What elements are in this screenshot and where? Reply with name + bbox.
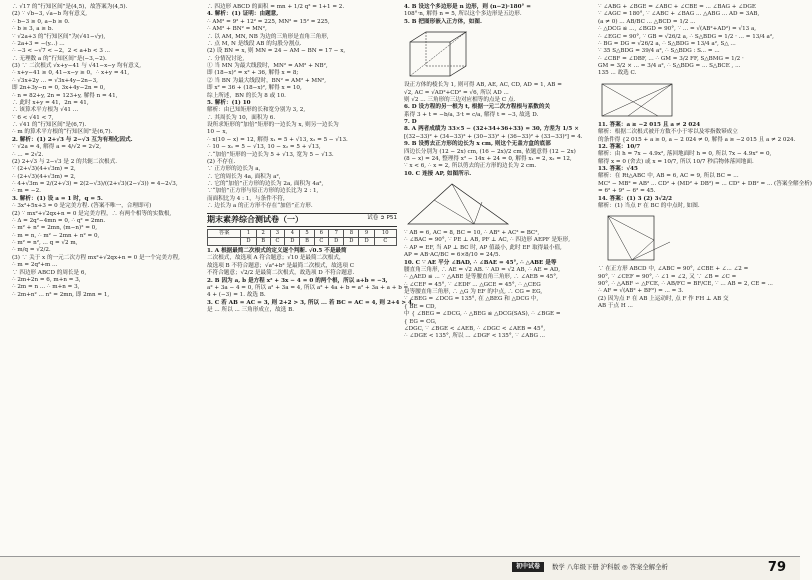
text-line: 2. B 因为 a, b 是方程 x² + 3x − 4 = 0 的两个根，所以 a+b = −3, bbox=[207, 277, 388, 284]
text-line: 90°, ∵ ∠CEF = 90°, ∴ ∠1 = ∠2, 又 ∵ ∠B = ∠C = bbox=[598, 273, 737, 280]
text-line: ∴ ∠BAC = 90°, ∵ PE ⊥ AB, PF ⊥ AC, ∴ 四边形 AEPF 是矩形, bbox=[404, 237, 571, 244]
section-header bbox=[207, 213, 397, 228]
answer-cell: 10 bbox=[374, 230, 396, 238]
text-line: ∵ AB = 6, AC = 8, BC = 10, ∴ AB² + AC² = BC², bbox=[404, 230, 540, 236]
text-line: 5. B 把图形嵌入正方体，如图. bbox=[404, 18, 482, 25]
answer-cell: 2 bbox=[256, 230, 270, 238]
text-line: ∴ 2m = n ... ∴ m+n = 3, bbox=[12, 284, 80, 291]
text-line: 4. B 设这个多边形是 n 边形，则 (n−2)·180° = bbox=[404, 4, 531, 10]
answer-cell: 答案 bbox=[208, 230, 241, 238]
section-title: 期末素养综合测试卷（一） bbox=[207, 214, 303, 224]
cube-figure bbox=[404, 28, 594, 80]
text-line: 12. 答案：10/7 bbox=[598, 143, 641, 150]
text-line: ∴ AP = EF, 当 AP ⊥ BC 时, AP 值最小, 此时 EF 取得最小值, bbox=[404, 244, 562, 251]
text-line: ② 当 BN 为最大线段时，BN² = AM² + MN², bbox=[207, 77, 327, 84]
text-line: GM = 3/2 × ... = 3/4 a², ∴ S△BDG = ... S△BCE , ... bbox=[598, 63, 741, 69]
answer-cell: 1 bbox=[241, 230, 256, 238]
text-line: ∴ m² = n², ... q = √2 m, bbox=[12, 240, 78, 246]
column-3 bbox=[404, 4, 594, 554]
answer-cell: 7 bbox=[329, 230, 344, 238]
text-line: ∴ (2+√3)(4+√3m) = 2, bbox=[12, 173, 76, 180]
text-line: ∵ ∠BEG = ∠DCG = 135°, 在 △BEG 和 △DCG 中, bbox=[404, 296, 539, 303]
text-line: ∴ m = n, ∴ m² − 2mn + n² = 0, bbox=[12, 232, 100, 239]
text-line: 解析：由 h = 7x − 4.9x², 落回地面时 h = 0, 所以 7x − 4.9x² = 0, bbox=[598, 151, 772, 158]
page-footer bbox=[0, 556, 800, 580]
text-line: 中 { ∠BEG = ∠DCG, ∴ △BEG ≌ △DCG(SAS), ∴ ∠BGE = bbox=[404, 311, 561, 318]
text-line: ∴ √17 的“行知区间”是(4,5)，故答案为(4,5). bbox=[12, 4, 128, 10]
text-line: 系得 3 + t = −b/a, 3·t = c/a, 解得 t = −3, 故选 D. bbox=[404, 111, 539, 118]
text-line: ∵ ∠AGC = 180°, ∵ ∠ABC + ∠BAG ... △ABG ... AD = 3AB, bbox=[598, 11, 760, 18]
text-line: ∴ 2m+n² ... n² = 2mn, 即 2mn = 1, bbox=[12, 291, 110, 298]
text-line: AB 于点 H ... bbox=[598, 303, 633, 310]
text-line: ∴ −3 < −√7 < −2，2 < a+b < 3 ... bbox=[12, 48, 111, 55]
answer-cell: D bbox=[359, 238, 374, 246]
text-line: 设所求矩形的“加倍”矩形的一边长为 x, 则另一边长为 bbox=[207, 122, 339, 128]
answer-cell: 9 bbox=[359, 230, 374, 238]
text-line: 解析：由已知矩形的长和宽分别为 3, 2, bbox=[207, 107, 306, 114]
text-line: ∴ √41 的“行知区间”是(6,7). bbox=[12, 122, 87, 128]
answer-cell: B bbox=[256, 238, 270, 246]
text-line: MC² − MB² = AB² ... CD² + (MD² + DB²) = ... CD² + DB² = ... (答案全解全析) bbox=[598, 180, 812, 187]
text-line: 的条件得 {2 015 + a ≥ 0, a − 2 024 ≠ 0, 解得 a ≥ −2 015 且 a ≠ 2 024. bbox=[598, 136, 796, 143]
column-4 bbox=[598, 4, 812, 554]
text-line: ∵ 35 S△BDG = 39/4 a², ∴ S△BDG : S... = ... bbox=[598, 48, 720, 55]
answer-table bbox=[207, 229, 397, 246]
text-line: ∴ 3x²+5x+3 = 0 是完美方程. (答案不唯一，合理即可) bbox=[12, 203, 152, 210]
text-line: ∴ √3x+2y ... = √3x+4y−2n−3, bbox=[12, 77, 98, 84]
text-line: 7. D bbox=[404, 119, 417, 125]
text-line: 108°·n, 解得 n = 5, 所以这个多边形是五边形. bbox=[404, 11, 522, 18]
text-line: a² + 3a − 4 = 0, 所以 a² + 3a = 4, 所以 a² + 4a + b = a² + 3a + a + b = bbox=[207, 284, 409, 291]
text-line: 1. A 根据最简二次根式的定义逐个判断. √0.5 不是最简 bbox=[207, 248, 347, 255]
text-line: ∴ ... = 2√2. bbox=[12, 151, 44, 158]
rectangle-figure bbox=[598, 80, 788, 120]
text-line: (3) ∵ 二次根式 √x+y−41 与 √41−x−y 均有意义, bbox=[12, 63, 142, 69]
text-line: 不符合题意；√2/2 是最简二次根式，故选项 D 不符合题意. bbox=[207, 270, 355, 277]
text-line: ∴ b ≥ 3, a ≥ b. bbox=[12, 26, 54, 33]
text-line: 解得 x = 0 (舍去) 或 x = 10/7, 所以 10/7 秒后物体落回地面. bbox=[598, 158, 754, 165]
text-line: ∴ 以 AM, MN, NB 为边的三角形是直角三角形, bbox=[207, 33, 329, 40]
page-number: 79 bbox=[767, 560, 786, 575]
text-line: ∴ 2m+2n = 6, m+n = 3, bbox=[12, 276, 81, 283]
text-line: 13. 答案：√45 bbox=[598, 166, 638, 172]
text-line: ∴ m 的算术平方根的“行知区间”是(6,7). bbox=[12, 129, 113, 136]
text-line: ∴ ∠CEF = 45°, ∵ ∠EDF ... △GCE = 45°, ∴ △CEG bbox=[404, 281, 541, 288]
text-line: ∵“加倍”正方形与原正方形的边长比为 2 : 1, bbox=[207, 188, 319, 195]
text-line: ∵ 6 < √41 < 7, bbox=[12, 114, 54, 121]
square-figure bbox=[598, 212, 788, 264]
text-line: 2. 解析：(1) 2+√3 与 2−√3 互为有理化因式. bbox=[12, 136, 133, 143]
text-line: 解析：根据二次根式被开方数不小于零以及零指数幂成立 bbox=[598, 129, 738, 136]
text-line: 4. 解析：(1) 证明：由题意, bbox=[207, 11, 279, 18]
text-line: 8. A 两者成绩为 33×5 − (32+34+36+33) = 30, 方差为 1/5 × bbox=[404, 126, 579, 133]
text-line: AP = AB·AC/BC = 6×8/10 = 24/5. bbox=[404, 252, 501, 259]
answer-cell: 4 bbox=[285, 230, 300, 238]
text-line: ∴ 它的“加倍”正方形的边长为 2a, 面积为 4a², bbox=[207, 181, 324, 187]
text-line: (2) 不存在. bbox=[207, 158, 236, 165]
answer-table-row-answers bbox=[208, 238, 397, 246]
text-line: 10 − x, bbox=[207, 129, 228, 136]
text-line: ∴ 分情况讨论, bbox=[207, 55, 245, 62]
answer-cell: 6 bbox=[314, 230, 329, 238]
footer-text: 数学 八年级下册 沪科版 ◎ 答案全解全析 bbox=[552, 563, 668, 571]
text-line: ∴ Δ = 2q²−4mn = 0, ∴ q² = 2mn. bbox=[12, 217, 106, 224]
text-line: 是等腰直角三角形, ∴ △G 为 EF 的中点, ∴ CG = EG, bbox=[404, 289, 543, 295]
text-line: 故选项 B 不符合题意；√a²+b² 是最简二次根式，故选项 C bbox=[207, 262, 355, 269]
text-line: ∴ ∠EGC = 90°, ∵ GB = √26/2 a, ∴ S△BDG = 1/2 · ... = 13/4 a², bbox=[598, 33, 774, 40]
answer-cell bbox=[208, 238, 241, 246]
text-line: 5. 解析：(1) 10 bbox=[207, 99, 251, 106]
text-line: √2, AC = √AD²+CD² = √6, 所以 AD ... bbox=[404, 89, 509, 96]
answer-cell: C bbox=[374, 238, 396, 246]
text-line: ∴ 它的周长为 4a, 面积为 a², bbox=[207, 173, 281, 180]
answer-cell: B bbox=[300, 238, 314, 246]
text-line: ∴ 10 − x₁ = 5 − √13, 10 − x₂ = 5 + √13, bbox=[207, 144, 321, 151]
text-line: ∴ 此时 x+y = 41，2n = 41, bbox=[12, 99, 89, 106]
answer-cell: 5 bbox=[300, 230, 314, 238]
text-line: (2) 因为点 F 在 AB 上运动时, 点 F 作 FH ⊥ AB 交 bbox=[598, 295, 729, 302]
text-line: ∴ △AED ≌ ... ∵ △ABE 是等腰直角三角形, ∴ ∠AEB = 45°, bbox=[404, 274, 558, 281]
answer-cell: D bbox=[285, 238, 300, 246]
text-line: ∴ 该算术平方根为 √41 ... bbox=[12, 107, 79, 114]
text-line: 3. 解析：(1) 设 a = 1 时，q = 5. bbox=[12, 195, 103, 202]
text-line: ∵ √2a+3 的“行知区间”为(√41−√y), bbox=[12, 33, 106, 40]
text-line: { EG = CG, bbox=[404, 318, 437, 325]
text-line: ∵ 正方形的边长为 a, bbox=[207, 166, 261, 173]
text-line: 135 ... 故选 C. bbox=[598, 70, 637, 77]
text-line: ∴ 4+√3m = 2/(2+√3) = 2(2−√3)/((2+√3)(2−√3)) = 4−2√3, bbox=[12, 181, 178, 187]
text-line: [(32−33)² + (34−33)² + (30−33)² + (36−33)² + (33−33)²] = 4. bbox=[404, 133, 583, 140]
text-line: 11. 答案：a ≥ −2 015 且 a ≠ 2 024 bbox=[598, 121, 701, 128]
triangle-figure bbox=[404, 180, 594, 228]
text-line: (3) ∵ 关于 x 的一元二次方程 mx²+√2qx+n = 0 是一个完美方程, bbox=[12, 254, 180, 261]
text-line: 即 2n+3y−n = 0, 3x+4y−2n = 0, bbox=[12, 85, 106, 92]
text-line: ∵ 四边形 ABCD 的周长是 6, bbox=[12, 269, 87, 276]
column-2-bottom-text bbox=[207, 248, 414, 314]
answer-cell: C bbox=[314, 238, 329, 246]
text-line: ∴ 四边形 ABCD 的面积 = mn + 1/2 q² = 1+1 = 2. bbox=[207, 4, 345, 10]
text-line: 二次根式，故选项 A 符合题意；√10 是最简二次根式， bbox=[207, 255, 345, 262]
text-line: ∠DGC, ∵ ∠BGE < ∠AEB, ∴ ∠DGC < ∠AEB = 45°, bbox=[404, 325, 546, 332]
column-2-top-text bbox=[207, 4, 397, 211]
text-line: ∴ ∠DGE < 135°, 所以 ... ∠DGF < 135°, ∵ ∠ABG ... bbox=[404, 333, 546, 340]
text-line: ∴ 其周长为 10，面积为 6. bbox=[207, 114, 276, 121]
text-line: 设正方体的棱长为 1, 则可得 AB, AE, AC, CD, AD = 1, AB = bbox=[404, 82, 562, 89]
text-line: 90°, ∴ △ABF ∽ △FCE, ∴ AB/FC = BF/CE, ∵ ... AB = 2, CE = ... bbox=[598, 281, 773, 287]
text-line: ∴ ∠CBF = ∠DBF, ... ∴ GM = 3/2 FF, S△BMG = 1/2 · bbox=[598, 55, 744, 62]
text-line: 而面积比为 4 : 1，与条件不符， bbox=[207, 195, 289, 202]
text-line: ∴ AM² + BN² = MN², bbox=[207, 26, 267, 33]
text-line: (a ≠ 0) ... AB/BC ... △BCD = 1/2 ... bbox=[598, 18, 696, 25]
text-line: 解析：在 Rt△ABC 中, AB = 6, AC = 9, 所以 BC = ... bbox=[598, 173, 739, 180]
answer-table-row-numbers bbox=[208, 230, 397, 238]
text-line: ① 当 MN 为最大线段时，MN² = AM² + NB², bbox=[207, 63, 328, 69]
text-line: ∴ m = −2. bbox=[12, 188, 41, 195]
text-line: 6. D 设方程的另一根为 t, 根据一元二次方程根与系数的关 bbox=[404, 104, 551, 111]
answer-cell: 8 bbox=[344, 230, 359, 238]
text-line: 10. C 连接 AP, 如图所示. bbox=[404, 170, 472, 177]
text-line: 则 √2 ... 三角形的三边对应相等的点是 C 点. bbox=[404, 96, 516, 103]
text-line: ∴ △DCG ≌ ..., ∠BGD = 90°, ∵ ... = √(AB²+AD²) = √13 a, bbox=[598, 26, 757, 33]
text-line: ∴ 无理数 a 的“行知区间”是(−3,−2). bbox=[12, 55, 107, 62]
text-line: ∴ x+y−41 ≥ 0, 41−x−y ≥ 0，∴ x+y = 41, bbox=[12, 70, 130, 77]
text-line: 即 (18−x)² = x² + 36, 解得 x = 8; bbox=[207, 70, 299, 77]
section-ref: 试卷 ➲ P51 bbox=[367, 214, 397, 221]
text-line: 即 x² = 36 + (18−x)², 解得 x = 10, bbox=[207, 85, 302, 92]
text-line: ∴ 点 M, N 是线段 AB 的勾股分割点. bbox=[207, 40, 302, 47]
text-line: (2) ∵ mx²+√2qx+n = 0 是完美方程，∴ 有两个相等的实数根, bbox=[12, 210, 172, 217]
text-line: ∴ m/q = √2/2. bbox=[12, 247, 51, 254]
text-line: { BE = CD, bbox=[404, 303, 437, 310]
text-line: (8 − x) = 24, 整理得 x² − 14x + 24 = 0, 解得 x₁ = 2, x₂ = 12, bbox=[404, 155, 572, 162]
column-3-top-text bbox=[404, 4, 594, 341]
text-line: ∵ x < 6, ∴ x = 2, 所以剪去的正方形的边长为 2 cm. bbox=[404, 163, 537, 170]
answer-cell: C bbox=[270, 238, 285, 246]
text-line: ∴ AF = √(AB² + BF²) = ... = 3. bbox=[598, 288, 684, 295]
text-line: ∴ b−3 ≥ 0, a−b ≥ 0. bbox=[12, 18, 70, 25]
text-line: 9. B 设剪去正方形的边长为 x cm, 则这个无盖方盒的底部 bbox=[404, 141, 551, 148]
text-line: (2) 2+√3 与 2−√3 是 2 的共轭二次根式. bbox=[12, 158, 118, 165]
text-line: ∴ m² + n² = 2mn, (m−n)² = 0, bbox=[12, 225, 98, 232]
text-line: 腰直角三角形, ∴ AE = √2 AB. ∵ AD = √2 AB, ∴ AE = AD, bbox=[404, 266, 560, 273]
text-line: ∴ n = 82+y, 2n = 123+y, 解得 n = 41, bbox=[12, 92, 118, 99]
text-line: = 6² + 9² − 6² = 45. bbox=[598, 188, 656, 195]
text-line: 解析：(1) 当点 F 在 BC 的中点时, 如图. bbox=[598, 202, 700, 209]
text-line: ∴ m = 2q²+m ... bbox=[12, 262, 58, 269]
answer-cell: D bbox=[329, 238, 344, 246]
text-line: ∵ ∠ABG + ∠BGE = ∠ABC + ∠CBE = ... ∠BAG + ∠DGE bbox=[598, 4, 756, 10]
text-line: ∴ x(10 − x) = 12, 解得 x₁ = 5 + √13, x₂ = 5 − √13. bbox=[207, 136, 348, 143]
text-line: 3. C 若 AB = AC = 3, 则 2+2 > 3, 所以 ... 若 BC = AC = 4, 则 2+4 > 4, bbox=[207, 299, 414, 306]
answer-cell: D bbox=[241, 238, 256, 246]
text-line: ∴ AM² = 9² + 12² = 225, MN² = 15² = 225, bbox=[207, 18, 330, 25]
text-line: (2) ∵ √b−3, √a−b 均有意义, bbox=[12, 11, 88, 18]
text-line: 4 + (−3) = 1. 故选 B. bbox=[207, 292, 266, 299]
text-line: ∵ (2+√3)(4+√3m) = 2, bbox=[12, 166, 76, 173]
answer-cell: 3 bbox=[270, 230, 285, 238]
text-line: ∴ 边长为 a 的正方形不存在“加倍”正方形. bbox=[207, 203, 313, 210]
text-line: ∴ BG = DG = √26/2 a, ∴ S△BDG = 13/4 a², S△ ... bbox=[598, 40, 736, 47]
text-line: ∴“加倍”矩形的一边长为 5 + √13, 宽为 5 − √13. bbox=[207, 151, 334, 158]
text-line: 四边长分别为 (12 − 2x) cm, (16 − 2x)/2 cm, 依题意得 (12 − 2x) bbox=[404, 148, 576, 155]
text-line: ∴ 2a+3 = −(y...) ... bbox=[12, 40, 65, 47]
text-line: (2) 设 BN = x, 则 MN = 24 − AM − BN = 17 − x, bbox=[207, 48, 346, 55]
footer-badge: 初中试卷 bbox=[512, 562, 544, 572]
text-line: 14. 答案：(1) 3 (2) 3√2/2 bbox=[598, 195, 672, 202]
text-line: ∵ √2a = 4, 解得 a = 4/√2 = 2√2, bbox=[12, 144, 101, 151]
text-line: 综上所述，BN 的长为 8 或 10. bbox=[207, 92, 286, 99]
text-line: ∵ 在正方形 ABCD 中, ∠ABC = 90°, ∠CBE + ∠... ∠2 = bbox=[598, 266, 749, 273]
text-line: 是 ... 所以 ... 三角形成立，故选 B. bbox=[207, 307, 294, 314]
text-line: 10. C ∵ AE 平分 ∠BAD, ∴ ∠BAE = 45°, ∴ △ABE 是等 bbox=[404, 259, 557, 266]
column-1 bbox=[12, 4, 202, 554]
answer-cell: D bbox=[344, 238, 359, 246]
